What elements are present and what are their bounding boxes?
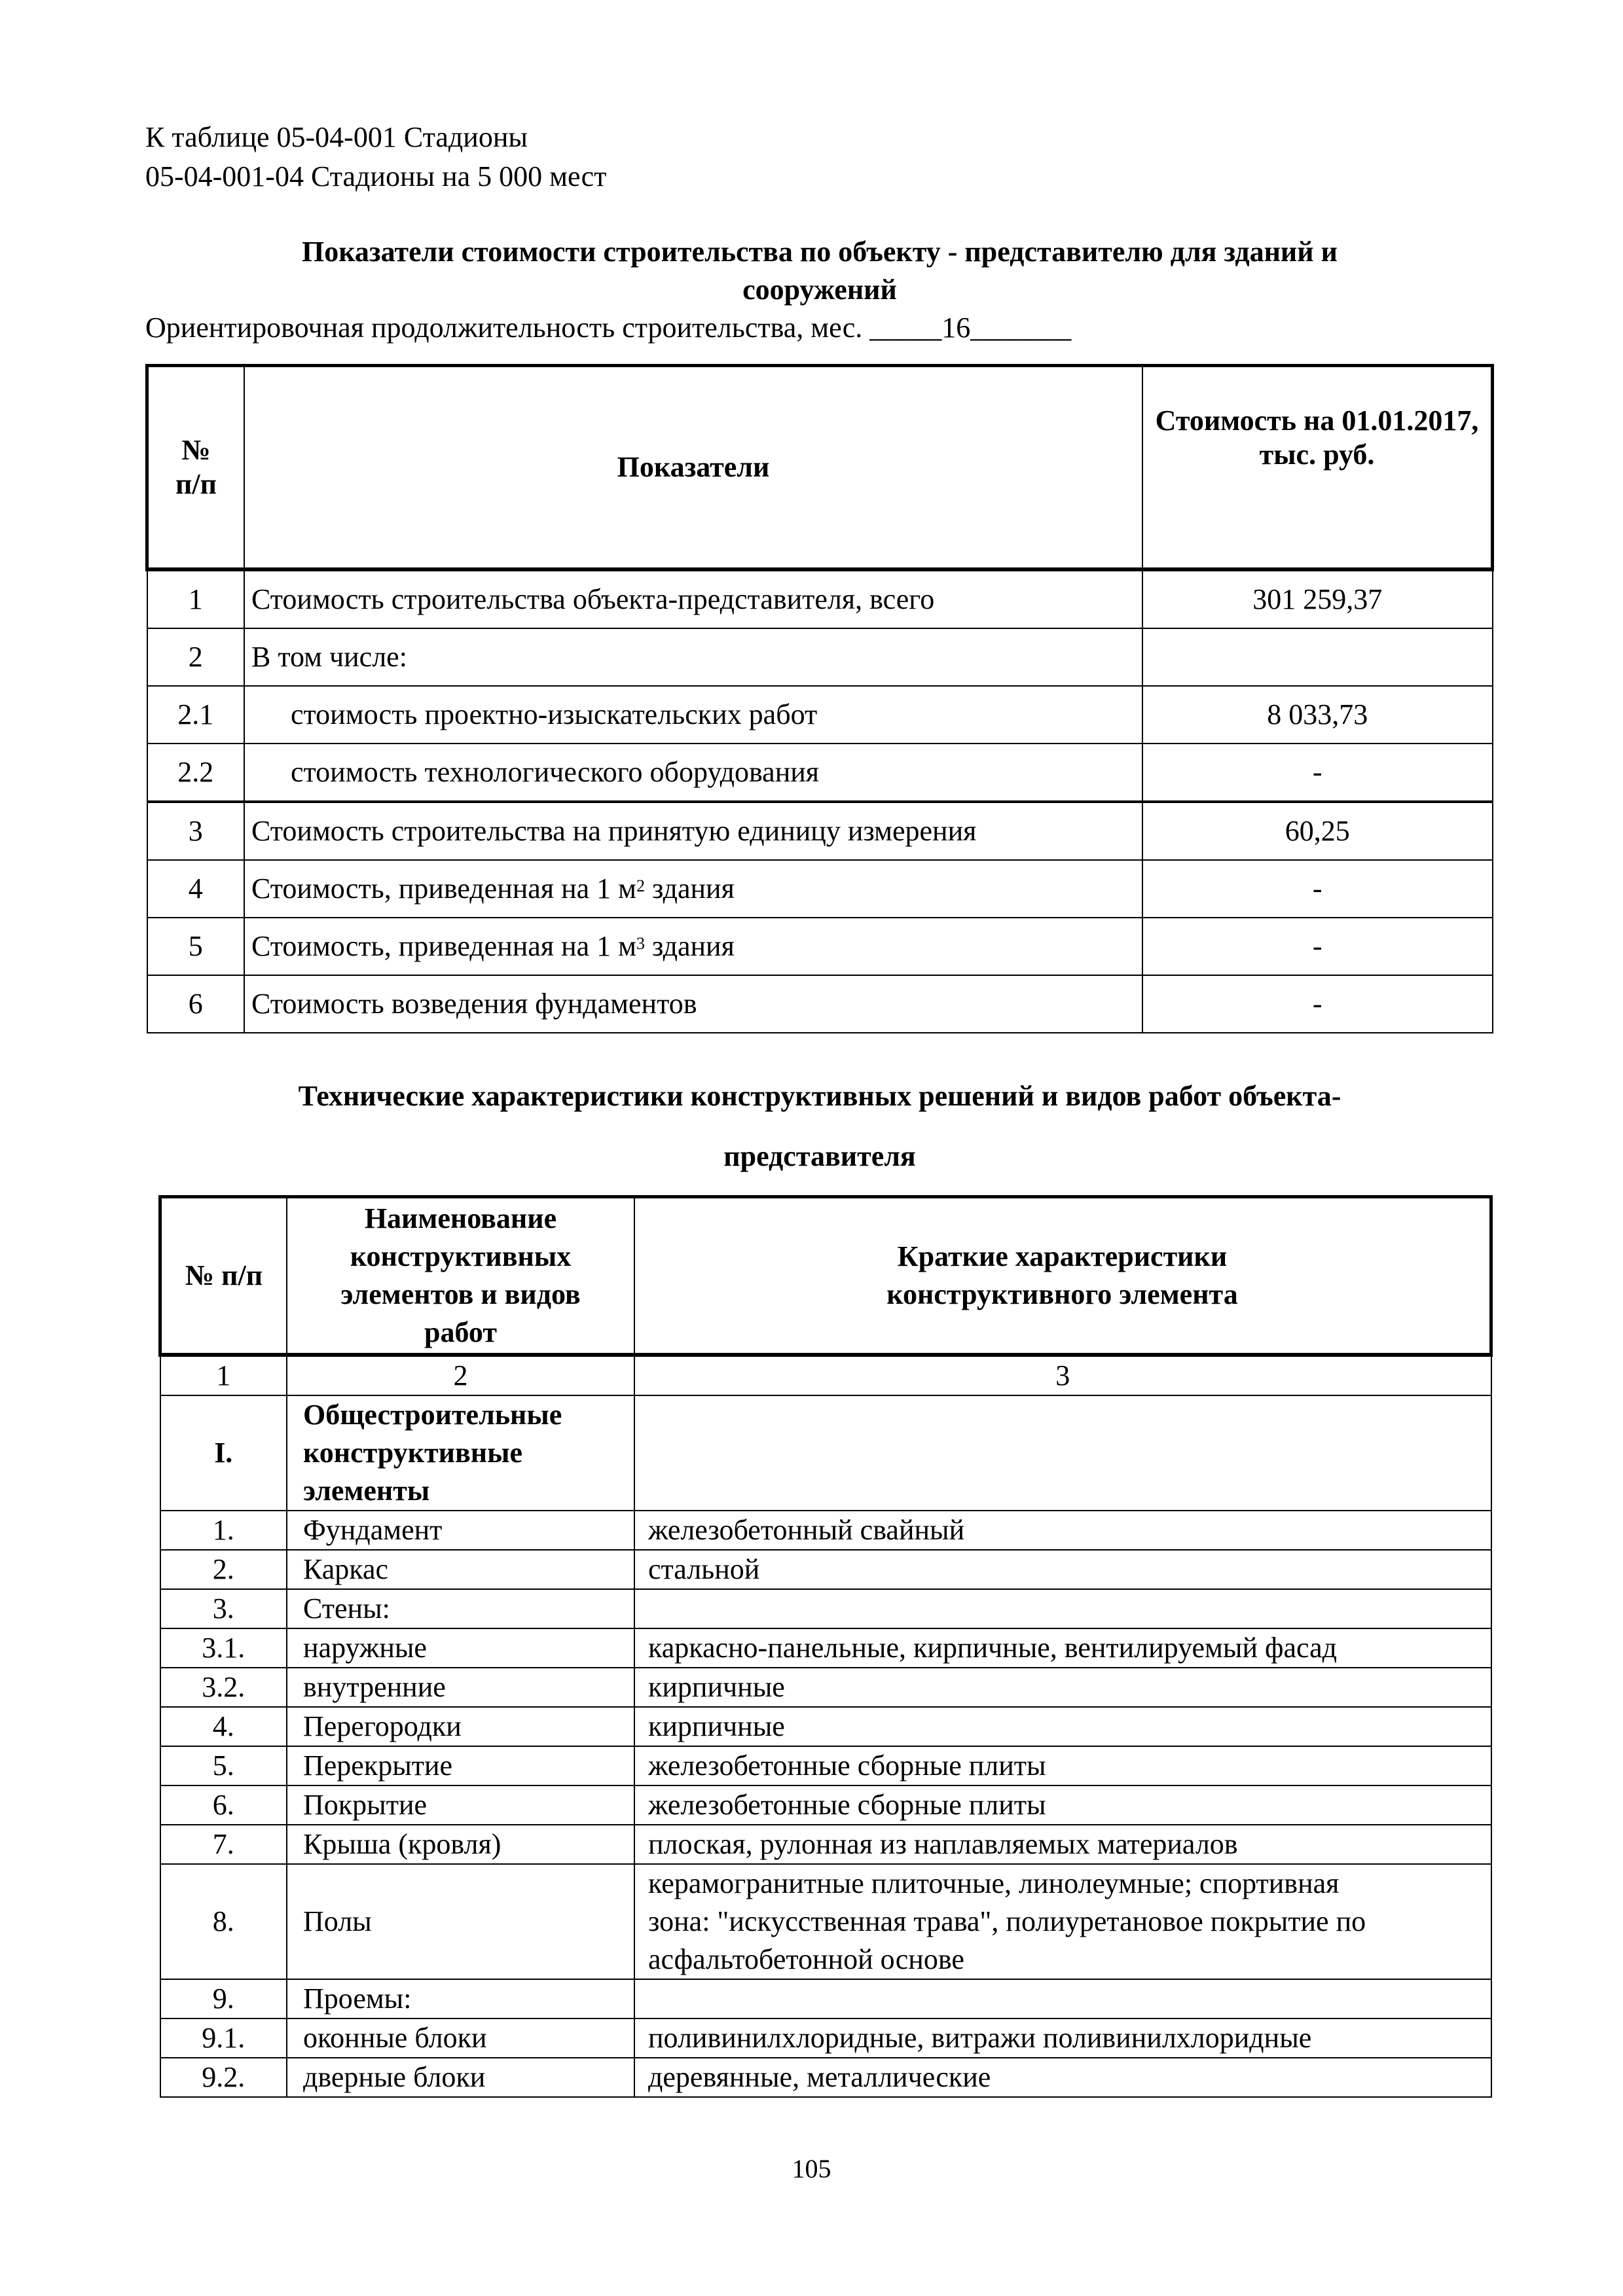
row-name: Стоимость строительства объекта-представителя, всего (244, 569, 1142, 628)
table-row (160, 1864, 1491, 1979)
row-name: дверные блоки (287, 2058, 634, 2097)
table-row (147, 569, 1493, 628)
row-desc: плоская, рулонная из наплавляемых материалов (634, 1825, 1491, 1864)
row-name: В том числе: (244, 628, 1142, 686)
row-name (244, 918, 1142, 975)
row-name (244, 860, 1142, 918)
row-num: 9. (160, 1979, 287, 2018)
row-name-text: Стоимость, приведенная на 1 м (251, 930, 636, 962)
row-value: - (1142, 918, 1493, 975)
header-num (147, 366, 245, 570)
row-name-text: Стоимость, приведенная на 1 м (251, 872, 636, 905)
table-row (160, 2018, 1491, 2058)
row-name-line1: Общестроительные (303, 1399, 562, 1431)
table-row (160, 1979, 1491, 2018)
row-num: I. (160, 1395, 287, 1511)
row-name: Покрытие (287, 1785, 634, 1825)
table-row (147, 860, 1493, 918)
table-row (160, 1707, 1491, 1746)
row-name: Крыша (кровля) (287, 1825, 634, 1864)
header-name-line2: конструктивных (350, 1240, 572, 1272)
row-name: Стоимость возведения фундаментов (244, 975, 1142, 1033)
row-desc (634, 1589, 1491, 1628)
row-num: 8. (160, 1864, 287, 1979)
row-num: 7. (160, 1825, 287, 1864)
header-desc-line1: Краткие характеристики (897, 1240, 1228, 1272)
technical-characteristics-table (158, 1195, 1493, 2098)
column-number-row (160, 1355, 1491, 1395)
section1-title-line1: Показатели стоимости строительства по объекту - представителю для зданий и (302, 236, 1338, 268)
header-cost-line2: тыс. руб. (1259, 439, 1375, 471)
header-num: № п/п (160, 1197, 287, 1355)
section-row (160, 1395, 1491, 1511)
row-num: 3.2. (160, 1668, 287, 1707)
header-num-line1: № (181, 434, 211, 466)
row-desc: деревянные, металлические (634, 2058, 1491, 2097)
table-header-row (147, 366, 1493, 570)
row-num: 6. (160, 1785, 287, 1825)
row-name: наружные (287, 1628, 634, 1668)
row-name: стоимость технологического оборудования (244, 744, 1142, 802)
row-name: Фундамент (287, 1511, 634, 1550)
row-name: Полы (287, 1864, 634, 1979)
row-name: внутренние (287, 1668, 634, 1707)
row-num: 2 (147, 628, 245, 686)
row-num: 5 (147, 918, 245, 975)
row-name: Проемы: (287, 1979, 634, 2018)
section1-title-line2: сооружений (742, 274, 897, 306)
row-desc: кирпичные (634, 1707, 1491, 1746)
table-row (147, 975, 1493, 1033)
row-desc-line1: керамогранитные плиточные, линолеумные; спортивная (648, 1867, 1340, 1899)
row-name (287, 1395, 634, 1511)
row-num: 9.1. (160, 2018, 287, 2058)
header-desc-line2: конструктивного элемента (886, 1278, 1238, 1310)
section1-title (145, 233, 1494, 309)
row-num: 1. (160, 1511, 287, 1550)
table-row (147, 918, 1493, 975)
row-name-line3: элементы (303, 1475, 430, 1507)
table-row (147, 628, 1493, 686)
table-header-row (160, 1197, 1491, 1355)
row-value (1142, 628, 1493, 686)
row-num: 2.1 (147, 686, 245, 744)
page-number: 105 (792, 2154, 831, 2183)
row-num: 6 (147, 975, 245, 1033)
row-desc: поливинилхлоридные, витражи поливинилхлоридные (634, 2018, 1491, 2058)
table-row (160, 1746, 1491, 1785)
row-desc: кирпичные (634, 1668, 1491, 1707)
colnum-3: 3 (634, 1355, 1491, 1395)
header-name-line3: элементов и видов (340, 1278, 581, 1310)
header-num-line2: п/п (175, 468, 217, 500)
row-name: оконные блоки (287, 2018, 634, 2058)
row-name: стоимость проектно-изыскательских работ (244, 686, 1142, 744)
table-row (160, 1785, 1491, 1825)
row-name: Каркас (287, 1550, 634, 1589)
header-name-line1: Наименование (364, 1202, 557, 1234)
colnum-1: 1 (160, 1355, 287, 1395)
row-desc: стальной (634, 1550, 1491, 1589)
row-desc-line3: асфальтобетонной основе (648, 1943, 964, 1975)
row-name: Перегородки (287, 1707, 634, 1746)
row-name: Стоимость строительства на принятую единицу измерения (244, 802, 1142, 860)
row-desc-line2: зона: "искусственная трава", полиуретановое покрытие по (648, 1905, 1366, 1937)
header-element-name (287, 1197, 634, 1355)
row-value: - (1142, 975, 1493, 1033)
row-name: Стены: (287, 1589, 634, 1628)
row-num: 3. (160, 1589, 287, 1628)
table-row (160, 1511, 1491, 1550)
table-row (160, 1825, 1491, 1864)
row-num: 9.2. (160, 2058, 287, 2097)
row-desc: каркасно-панельные, кирпичные, вентилируемый фасад (634, 1628, 1491, 1668)
table-row (160, 1628, 1491, 1668)
table-row (147, 686, 1493, 744)
header-cost-line1: Стоимость на 01.01.2017, (1155, 404, 1479, 437)
header-cost (1142, 366, 1493, 570)
construction-duration: Ориентировочная продолжительность строительства, мес. _____16_______ (145, 312, 1072, 344)
table-row (147, 802, 1493, 860)
row-num: 4. (160, 1707, 287, 1746)
superscript: 3 (636, 934, 645, 953)
table-row (160, 1589, 1491, 1628)
section2-title-line2: представителя (723, 1140, 916, 1172)
colnum-2: 2 (287, 1355, 634, 1395)
row-num: 1 (147, 569, 245, 628)
table-row (160, 1668, 1491, 1707)
row-num: 5. (160, 1746, 287, 1785)
row-desc: железобетонный свайный (634, 1511, 1491, 1550)
row-num: 4 (147, 860, 245, 918)
row-value: 8 033,73 (1142, 686, 1493, 744)
table-row (160, 1550, 1491, 1589)
header-indicators: Показатели (244, 366, 1142, 570)
row-value: - (1142, 860, 1493, 918)
row-name-suffix: здания (644, 872, 735, 905)
header-table-ref: К таблице 05-04-001 Стадионы (145, 121, 528, 153)
row-value: 60,25 (1142, 802, 1493, 860)
section2-title-line1: Технические характеристики конструктивных решений и видов работ объекта- (298, 1080, 1341, 1112)
row-value: 301 259,37 (1142, 569, 1493, 628)
row-desc (634, 1395, 1491, 1511)
row-num: 2. (160, 1550, 287, 1589)
header-subtable-ref: 05-04-001-04 Стадионы на 5 000 мест (145, 160, 607, 192)
cost-indicators-table (145, 364, 1494, 1033)
row-name-suffix: здания (644, 930, 735, 962)
row-desc (634, 1864, 1491, 1979)
header-description (634, 1197, 1491, 1355)
row-name: Перекрытие (287, 1746, 634, 1785)
row-value: - (1142, 744, 1493, 802)
row-desc: железобетонные сборные плиты (634, 1785, 1491, 1825)
row-num: 3 (147, 802, 245, 860)
superscript: 2 (636, 876, 645, 895)
row-num: 3.1. (160, 1628, 287, 1668)
table-row (147, 744, 1493, 802)
row-desc: железобетонные сборные плиты (634, 1746, 1491, 1785)
table-row (160, 2058, 1491, 2097)
row-num: 2.2 (147, 744, 245, 802)
row-name-line2: конструктивные (303, 1437, 523, 1469)
row-desc (634, 1979, 1491, 2018)
header-name-line4: работ (424, 1316, 497, 1348)
